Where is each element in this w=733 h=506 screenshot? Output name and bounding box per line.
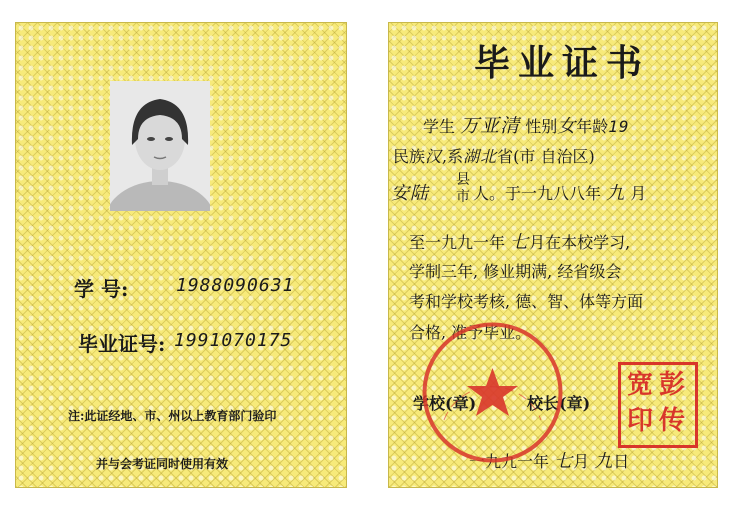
student-province: 湖北 bbox=[463, 147, 498, 166]
principal-stamp: 彭 宽 传 印 bbox=[618, 362, 698, 448]
verification-note: 注:此证经地、市、州以上教育部门验印 bbox=[68, 409, 277, 423]
certificate-title: 毕业证书 bbox=[474, 42, 651, 84]
certificate-line-4: 至一九九一年 七月在本校学习, bbox=[409, 232, 631, 253]
student-gender: 女 bbox=[557, 116, 577, 137]
certificate-line-2: 民族汉,系湖北省(市 自治区) bbox=[393, 147, 595, 166]
certificate-line-7: 合格, 准予毕业。 bbox=[409, 323, 532, 342]
student-age: 19 bbox=[608, 117, 630, 136]
certificate-line-1: 学生 万亚清 性别女年龄19 bbox=[423, 115, 630, 137]
principal-seal-label: 校长(章) bbox=[527, 394, 591, 413]
end-month: 七 bbox=[510, 232, 530, 253]
certificate-number-value: 1991070175 bbox=[174, 330, 293, 351]
student-number-label: 学 号: bbox=[74, 277, 129, 301]
student-ethnicity: 汉 bbox=[425, 147, 443, 166]
student-photo bbox=[110, 81, 210, 211]
certificate-line-6: 考和学校考核, 德、智、体等方面 bbox=[409, 292, 644, 311]
certificate-line-3 bbox=[391, 179, 429, 205]
usage-note: 并与会考证同时使用有效 bbox=[96, 457, 229, 471]
certificate-line-5: 学制三年, 修业期满, 经省级会 bbox=[409, 262, 622, 281]
certificate-left-page bbox=[15, 22, 347, 488]
county-type-top: 县 bbox=[456, 172, 470, 188]
county-type-bottom: 市 bbox=[456, 189, 470, 205]
issue-date: 一九九一年 七月 九日 bbox=[469, 451, 630, 472]
certificate-number-label: 毕业证号: bbox=[78, 332, 166, 356]
certificate-line-3-rest: 人。于一九八八年 九 月 bbox=[473, 183, 647, 204]
student-name: 万亚清 bbox=[460, 115, 521, 137]
student-number-value: 1988090631 bbox=[176, 275, 295, 296]
student-county: 安陆 bbox=[391, 183, 429, 204]
start-month: 九 bbox=[606, 183, 626, 204]
school-seal-label: 学校(章) bbox=[413, 394, 477, 413]
school-seal bbox=[420, 320, 565, 465]
